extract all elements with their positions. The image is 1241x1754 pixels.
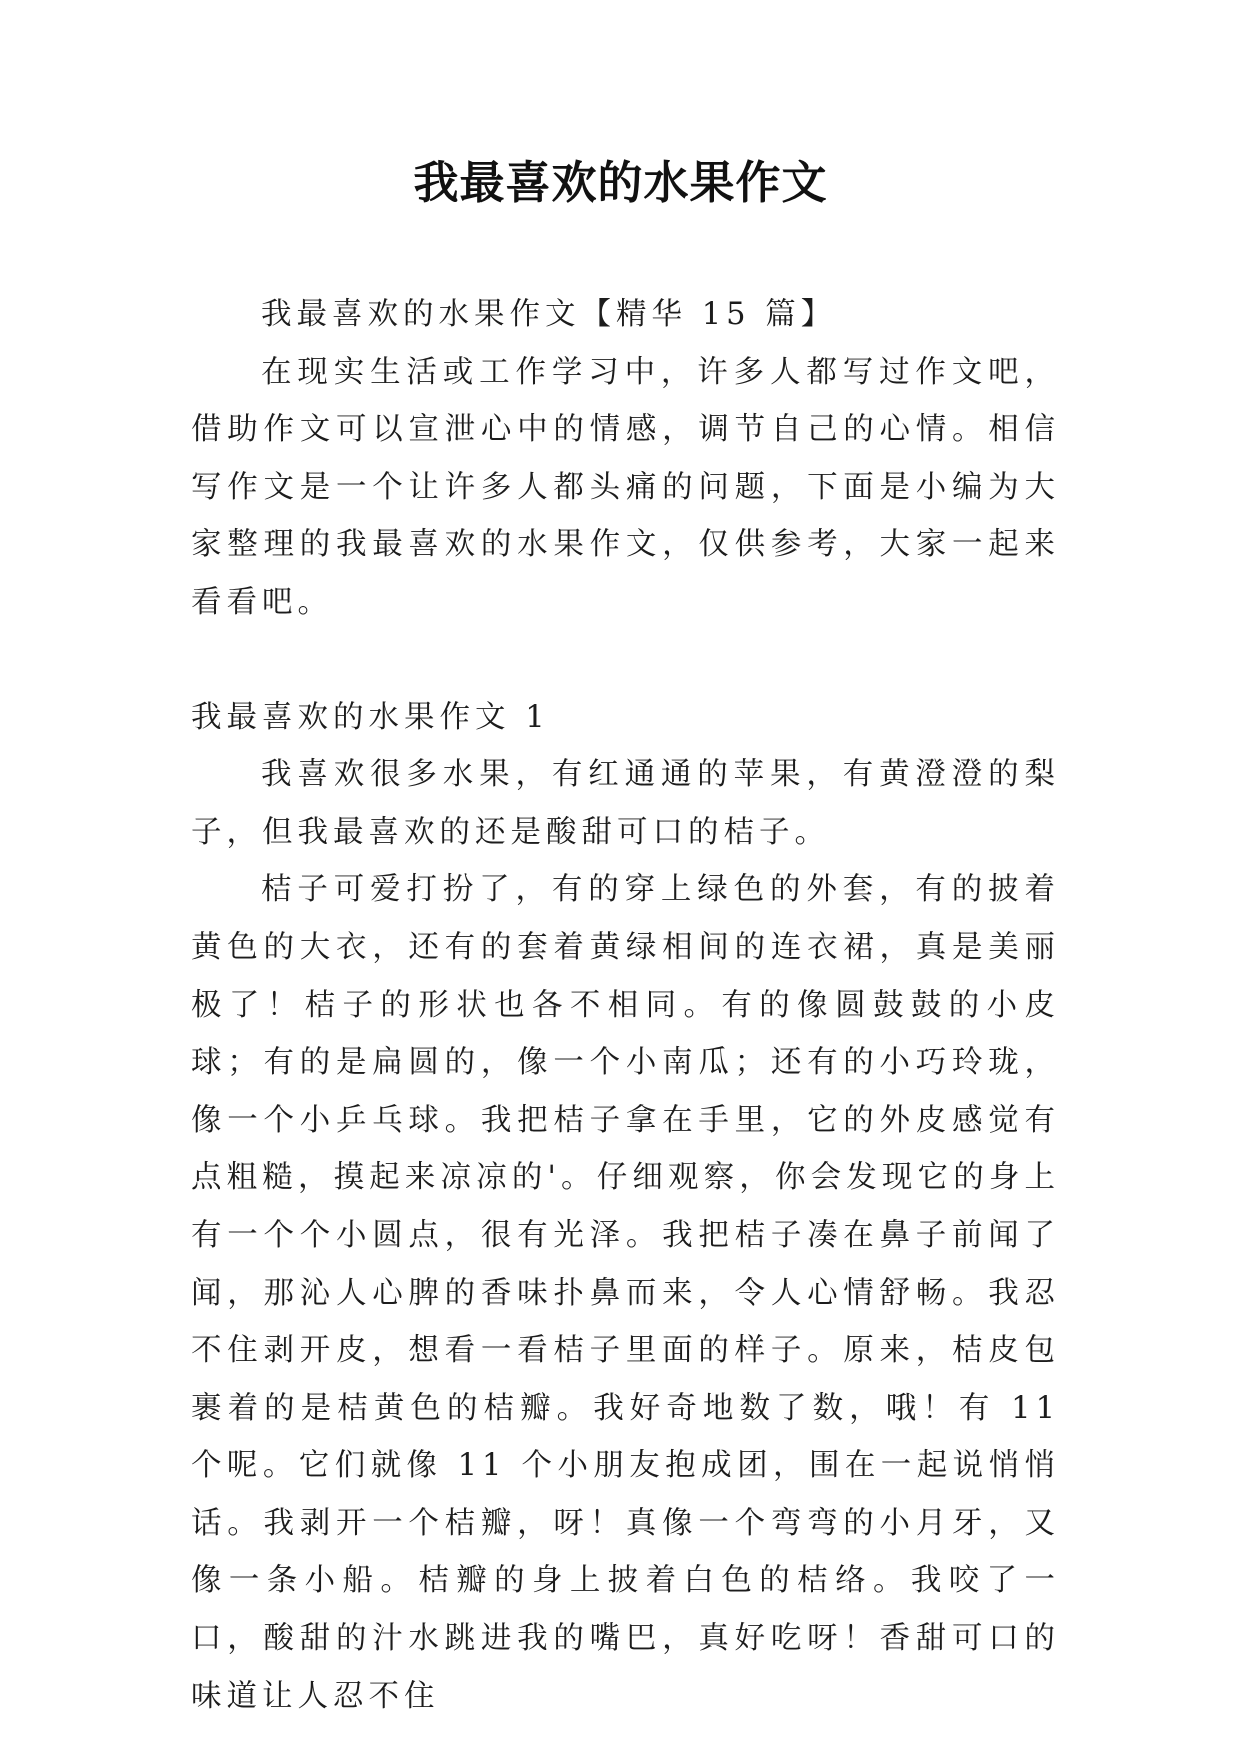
paragraph-spacer bbox=[191, 632, 1060, 689]
body-paragraph-2: 桔子可爱打扮了，有的穿上绿色的外套，有的披着黄色的大衣，还有的套着黄绿相间的连衣裙，真是美丽极了！桔子的形状也各不相同。有的像圆鼓鼓的小皮球；有的是扁圆的，像一个小南瓜；还有的小巧玲珑，像一个小乒乓球。我把桔子拿在手里，它的外皮感觉有点粗糙，摸起来凉凉的'。仔细观察，你会发现它的身上有一个个小圆点，很有光泽。我把桔子凑在鼻子前闻了闻，那沁人心脾的香味扑鼻而来，令人心情舒畅。我忍不住剥开皮，想看一看桔子里面的样子。原来，桔皮包裹着的是桔黄色的桔瓣。我好奇地数了数，哦！有 11 个呢。它们就像 11 个小朋友抱成团，围在一起说悄悄话。我剥开一个桔瓣，呀！真像一个弯弯的小月牙，又像一条小船。桔瓣的身上披着白色的桔络。我咬了一口，酸甜的汁水跳进我的嘴巴，真好吃呀！香甜可口的味道让人忍不住 bbox=[191, 872, 1060, 1714]
section-heading: 我最喜欢的水果作文 1 bbox=[191, 699, 550, 735]
document-subtitle: 我最喜欢的水果作文【精华 15 篇】 bbox=[261, 297, 837, 332]
document-body bbox=[191, 286, 1060, 1725]
body-paragraph-1: 我喜欢很多水果，有红通通的苹果，有黄澄澄的梨子，但我最喜欢的还是酸甜可口的桔子。 bbox=[191, 757, 1060, 850]
page-title: 我最喜欢的水果作文 bbox=[413, 156, 828, 209]
intro-paragraph: 在现实生活或工作学习中，许多人都写过作文吧，借助作文可以宣泄心中的情感，调节自己的心情。相信写作文是一个让许多人都头痛的问题，下面是小编为大家整理的我最喜欢的水果作文，仅供参考，大家一起来看看吧。 bbox=[191, 354, 1060, 620]
